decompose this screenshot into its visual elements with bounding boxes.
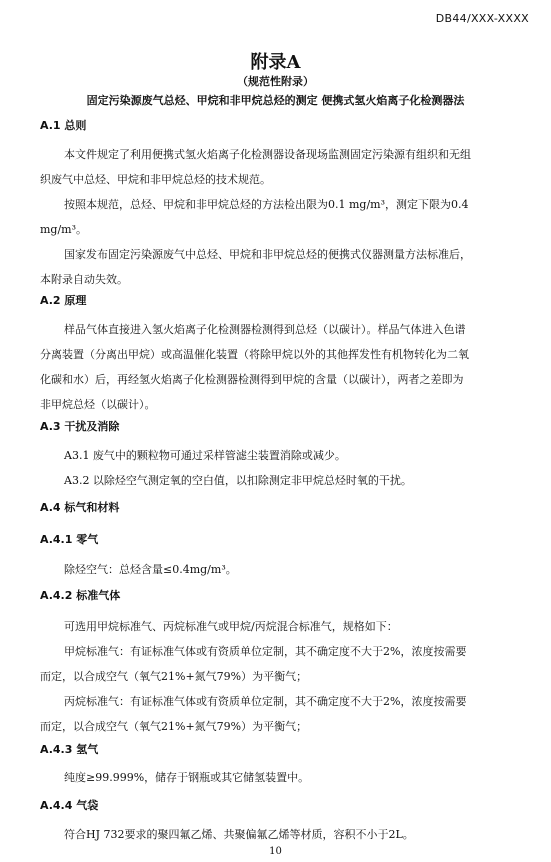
appendix-heading: 固定污染源废气总烃、甲烷和非甲烷总烃的测定 便携式氢火焰离子化检测器法 [86,94,465,107]
a1-p3-line2: 本附录自动失效。 [40,273,128,286]
section-a3-body [40,443,516,493]
page-number: 10 [269,846,282,857]
a2-p1-line3: 化碳和水）后，再经氢火焰离子化检测器检测得到甲烷的含量（以碳计），两者之差即为 [40,373,464,386]
a3-p1: A3.1 废气中的颗粒物可通过采样管滤尘装置消除或减少。 [64,449,346,462]
a41-p: 除烃空气：总烃含量≤0.4mg/m³。 [64,563,237,576]
a42-p2-line2: 而定，以合成空气（氧气21%+氮气79%）为平衡气； [40,670,308,683]
section-a41-body [40,557,516,582]
a43-p: 纯度≥99.999%，储存于钢瓶或其它储氢装置中。 [64,771,310,784]
section-a2-title: A.2 原理 [40,294,87,307]
section-a44-body [40,822,516,847]
a2-p1-line2: 分离装置（分离出甲烷）或高温催化装置（将除甲烷以外的其他挥发性有机物转化为二氧 [40,348,469,361]
section-a2-body [40,317,516,417]
a1-p2-line2: mg/m³。 [40,223,88,236]
section-a43-title: A.4.3 氢气 [40,743,99,756]
a42-p2-line1: 甲烷标准气：有证标准气体或有资质单位定制，其不确定度不大于2%，浓度按需要 [64,645,467,658]
a1-p2-line1: 按照本规范，总烃、甲烷和非甲烷总烃的方法检出限为0.1 mg/m³，测定下限为0.4 [64,198,469,211]
a1-p3-line1: 国家发布固定污染源废气中总烃、甲烷和非甲烷总烃的便携式仪器测量方法标准后， [64,248,471,261]
a3-p2: A3.2 以除烃空气测定氧的空白值，以扣除测定非甲烷总烃时氧的干扰。 [64,474,412,487]
section-a1-title: A.1 总则 [40,119,87,132]
a2-p1-line1: 样品气体直接进入氢火焰离子化检测器检测得到总烃（以碳计）。样品气体进入色谱 [64,323,466,336]
section-a4-title: A.4 标气和材料 [40,501,120,514]
a1-p1-line1: 本文件规定了利用便携式氢火焰离子化检测器设备现场监测固定污染源有组织和无组 [64,148,471,161]
section-a42-title: A.4.2 标准气体 [40,589,121,602]
section-a43-body [40,765,516,790]
a42-p1: 可选用甲烷标准气、丙烷标准气或甲烷/丙烷混合标准气，规格如下： [64,620,398,633]
appendix-subtitle: （规范性附录） [237,75,314,88]
section-a44-title: A.4.4 气袋 [40,799,99,812]
a44-p: 符合HJ 732要求的聚四氟乙烯、共聚偏氟乙烯等材质，容积不小于2L。 [64,828,414,841]
section-a41-title: A.4.1 零气 [40,533,99,546]
a2-p1-line4: 非甲烷总烃（以碳计）。 [40,398,156,411]
document-number: DB44/XXX-XXXX [435,12,529,25]
section-a3-title: A.3 干扰及消除 [40,420,120,433]
appendix-title: 附录A [250,52,301,73]
a42-p3-line2: 而定，以合成空气（氧气21%+氮气79%）为平衡气； [40,720,308,733]
a1-p1-line2: 织废气中总烃、甲烷和非甲烷总烃的技术规范。 [40,173,271,186]
section-a42-body [40,614,516,739]
a42-p3-line1: 丙烷标准气：有证标准气体或有资质单位定制，其不确定度不大于2%，浓度按需要 [64,695,467,708]
section-a1-body [40,142,516,292]
